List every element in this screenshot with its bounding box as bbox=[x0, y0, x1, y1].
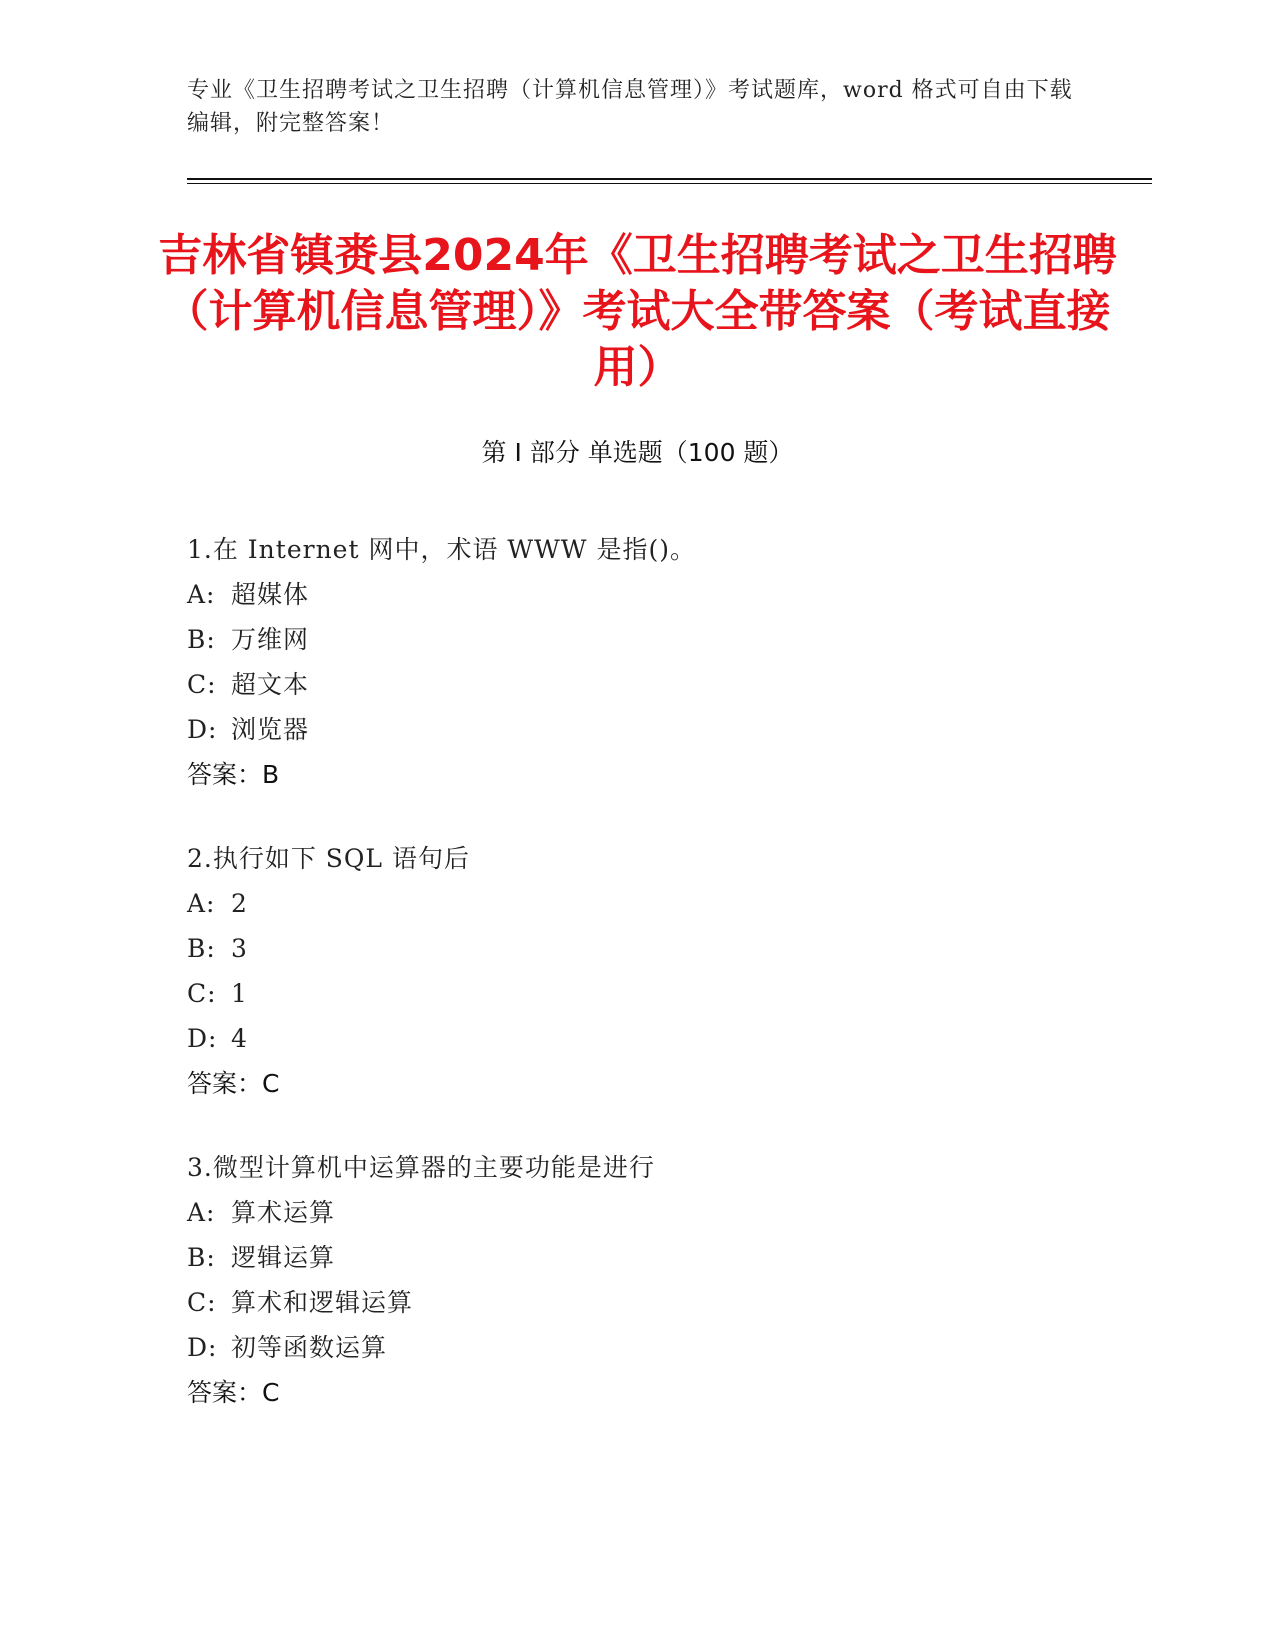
header-note: 专业《卫生招聘考试之卫生招聘（计算机信息管理）》考试题库，word 格式可自由下载编辑，附完整答案！ bbox=[187, 78, 1073, 136]
answer-line: 答案：B bbox=[187, 760, 280, 789]
option-text: 2 bbox=[231, 889, 248, 918]
option-text: 万维网 bbox=[231, 625, 310, 654]
option-d bbox=[187, 707, 1137, 752]
option-label: B: bbox=[187, 1243, 216, 1272]
section-heading: 第 I 部分 单选题（100 题） bbox=[481, 438, 794, 467]
option-label: A: bbox=[187, 580, 216, 609]
answer-line: 答案：C bbox=[187, 1378, 280, 1407]
question-stem: 3.微型计算机中运算器的主要功能是进行 bbox=[187, 1153, 655, 1182]
option-a bbox=[187, 1190, 1137, 1235]
option-label: C: bbox=[187, 670, 217, 699]
option-label: D: bbox=[187, 715, 218, 744]
question-list bbox=[187, 527, 1137, 1454]
option-text: 算术运算 bbox=[231, 1198, 336, 1227]
header-divider-thick bbox=[187, 178, 1152, 180]
option-text: 4 bbox=[231, 1024, 248, 1053]
option-b bbox=[187, 1235, 1137, 1280]
option-text: 超文本 bbox=[231, 670, 310, 699]
option-c bbox=[187, 662, 1137, 707]
option-text: 初等函数运算 bbox=[231, 1333, 388, 1362]
option-d bbox=[187, 1016, 1137, 1061]
option-text: 逻辑运算 bbox=[231, 1243, 336, 1272]
option-a bbox=[187, 572, 1137, 617]
option-text: 1 bbox=[231, 979, 248, 1008]
option-b bbox=[187, 926, 1137, 971]
question-stem: 2.执行如下 SQL 语句后 bbox=[187, 844, 470, 873]
question-2 bbox=[187, 836, 1137, 1106]
option-label: B: bbox=[187, 625, 216, 654]
question-stem: 1.在 Internet 网中，术语 WWW 是指()。 bbox=[187, 535, 696, 564]
question-1 bbox=[187, 527, 1137, 797]
option-text: 浏览器 bbox=[231, 715, 310, 744]
document-title: 吉林省镇赉县2024年《卫生招聘考试之卫生招聘（计算机信息管理）》考试大全带答案（考试直接用） bbox=[158, 230, 1117, 393]
option-b bbox=[187, 617, 1137, 662]
question-3 bbox=[187, 1145, 1137, 1415]
option-label: C: bbox=[187, 1288, 217, 1317]
option-label: A: bbox=[187, 889, 216, 918]
option-a bbox=[187, 881, 1137, 926]
option-label: C: bbox=[187, 979, 217, 1008]
option-text: 算术和逻辑运算 bbox=[231, 1288, 414, 1317]
option-label: D: bbox=[187, 1333, 218, 1362]
answer-line: 答案：C bbox=[187, 1069, 280, 1098]
option-label: D: bbox=[187, 1024, 218, 1053]
option-c bbox=[187, 1280, 1137, 1325]
option-d bbox=[187, 1325, 1137, 1370]
option-label: A: bbox=[187, 1198, 216, 1227]
option-text: 超媒体 bbox=[231, 580, 310, 609]
option-label: B: bbox=[187, 934, 216, 963]
option-text: 3 bbox=[231, 934, 248, 963]
option-c bbox=[187, 971, 1137, 1016]
header-divider-thin bbox=[187, 183, 1152, 184]
